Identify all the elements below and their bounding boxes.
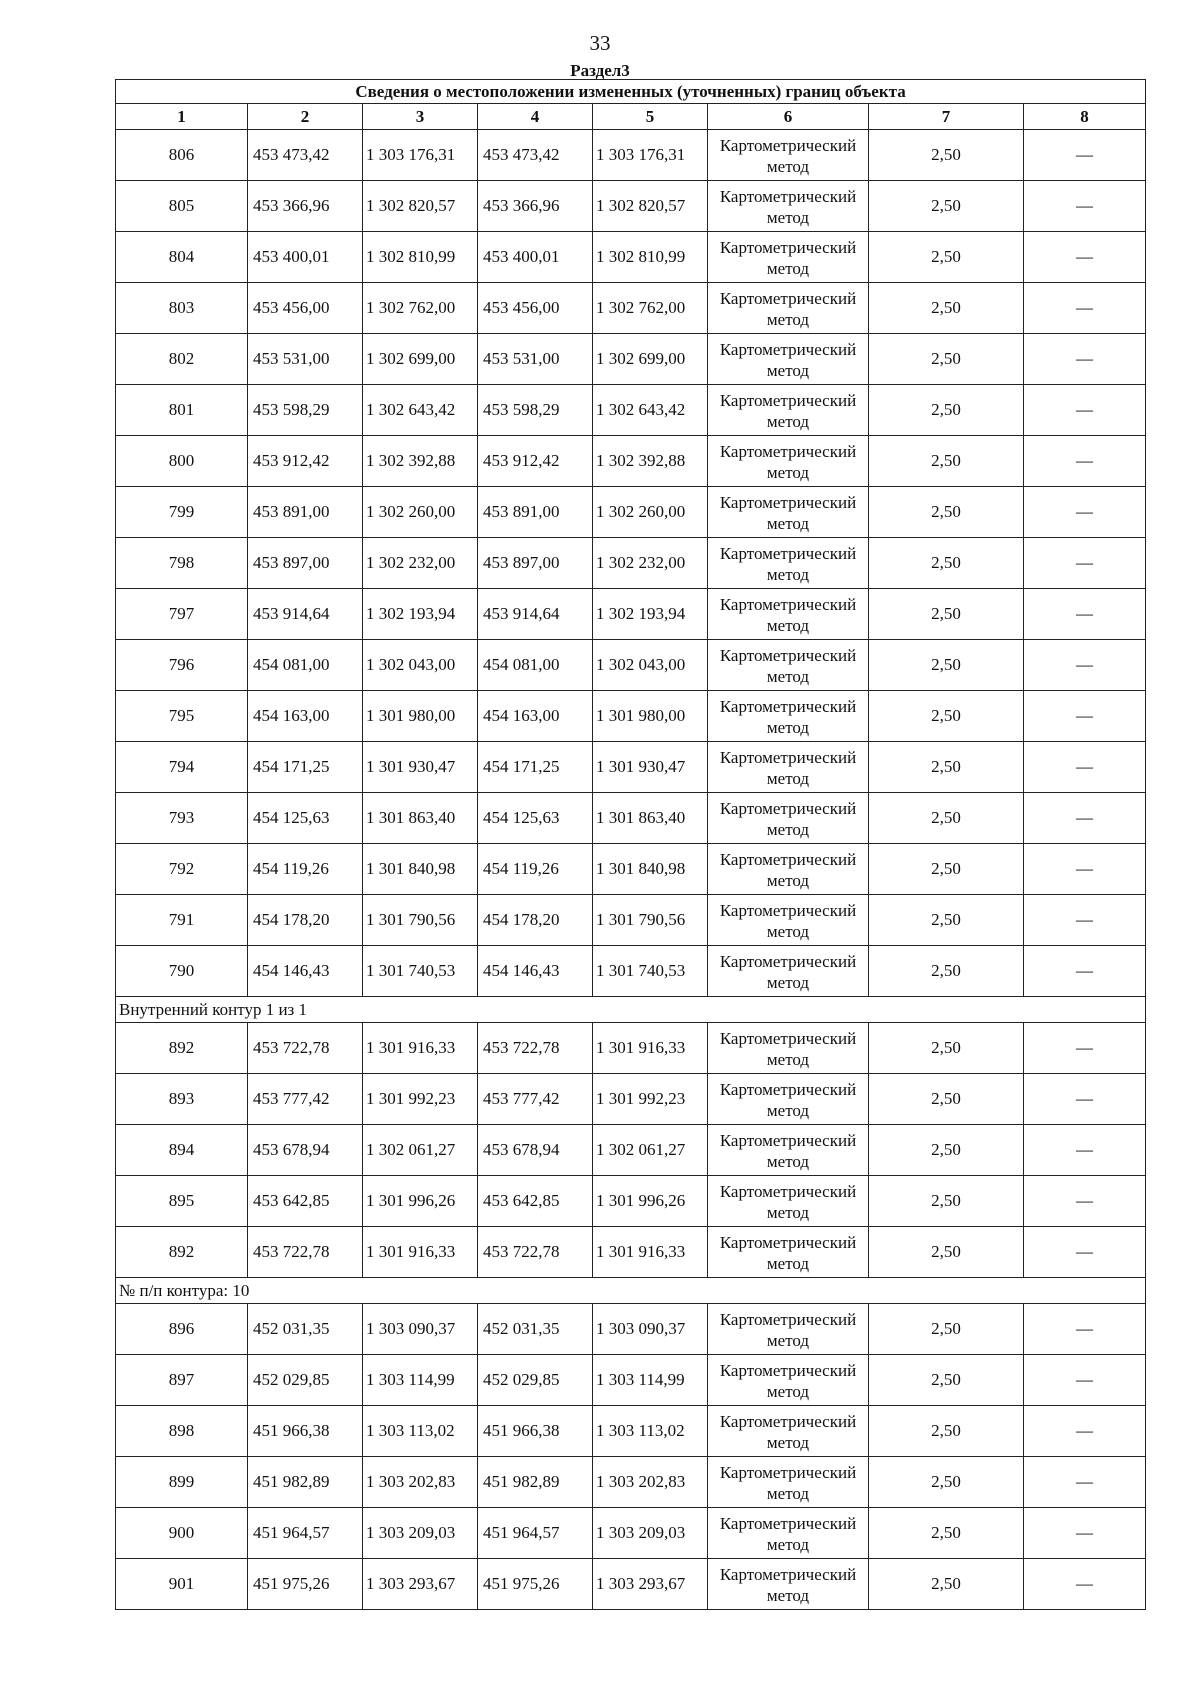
coordinate-x-old-cell: 454 171,25 xyxy=(248,742,363,793)
note-cell: — xyxy=(1024,487,1146,538)
table-row xyxy=(116,538,1146,589)
accuracy-cell: 2,50 xyxy=(869,1406,1024,1457)
point-number-cell: 792 xyxy=(116,844,248,895)
column-header: 1 xyxy=(116,104,248,130)
method-cell: Картометрический метод xyxy=(708,1125,869,1176)
point-number-cell: 804 xyxy=(116,232,248,283)
coordinate-x-new-cell: 451 982,89 xyxy=(478,1457,593,1508)
coordinate-y-old-cell: 1 302 762,00 xyxy=(363,283,478,334)
coordinate-x-old-cell: 454 163,00 xyxy=(248,691,363,742)
coordinate-y-old-cell: 1 301 980,00 xyxy=(363,691,478,742)
table-caption-row xyxy=(116,80,1146,104)
coordinate-x-old-cell: 453 598,29 xyxy=(248,385,363,436)
coordinate-y-old-cell: 1 301 996,26 xyxy=(363,1176,478,1227)
method-cell: Картометрический метод xyxy=(708,334,869,385)
method-cell: Картометрический метод xyxy=(708,1508,869,1559)
coordinate-x-old-cell: 453 897,00 xyxy=(248,538,363,589)
note-cell: — xyxy=(1024,538,1146,589)
table-row xyxy=(116,232,1146,283)
coordinate-y-old-cell: 1 303 209,03 xyxy=(363,1508,478,1559)
point-number-cell: 895 xyxy=(116,1176,248,1227)
table-row xyxy=(116,793,1146,844)
coordinate-x-old-cell: 453 456,00 xyxy=(248,283,363,334)
coordinate-x-old-cell: 451 975,26 xyxy=(248,1559,363,1610)
coordinate-y-new-cell: 1 301 840,98 xyxy=(593,844,708,895)
coordinate-y-old-cell: 1 303 176,31 xyxy=(363,130,478,181)
coordinate-y-new-cell: 1 301 980,00 xyxy=(593,691,708,742)
coordinate-y-new-cell: 1 302 260,00 xyxy=(593,487,708,538)
coordinate-x-old-cell: 454 146,43 xyxy=(248,946,363,997)
note-cell: — xyxy=(1024,793,1146,844)
coordinate-x-new-cell: 454 146,43 xyxy=(478,946,593,997)
table-row xyxy=(116,640,1146,691)
coordinate-y-old-cell: 1 301 863,40 xyxy=(363,793,478,844)
coordinate-x-old-cell: 453 722,78 xyxy=(248,1227,363,1278)
point-number-cell: 898 xyxy=(116,1406,248,1457)
point-number-cell: 794 xyxy=(116,742,248,793)
coordinate-x-old-cell: 453 678,94 xyxy=(248,1125,363,1176)
coordinate-x-new-cell: 453 456,00 xyxy=(478,283,593,334)
table-row xyxy=(116,1227,1146,1278)
method-cell: Картометрический метод xyxy=(708,1457,869,1508)
accuracy-cell: 2,50 xyxy=(869,1508,1024,1559)
note-cell: — xyxy=(1024,742,1146,793)
coordinate-x-old-cell: 453 400,01 xyxy=(248,232,363,283)
column-header: 7 xyxy=(869,104,1024,130)
accuracy-cell: 2,50 xyxy=(869,283,1024,334)
coordinate-y-new-cell: 1 302 810,99 xyxy=(593,232,708,283)
table-row xyxy=(116,487,1146,538)
coordinate-x-new-cell: 454 081,00 xyxy=(478,640,593,691)
method-cell: Картометрический метод xyxy=(708,1559,869,1610)
coordinate-x-new-cell: 453 912,42 xyxy=(478,436,593,487)
accuracy-cell: 2,50 xyxy=(869,232,1024,283)
coordinate-y-new-cell: 1 303 209,03 xyxy=(593,1508,708,1559)
coordinate-x-new-cell: 454 119,26 xyxy=(478,844,593,895)
coordinate-y-old-cell: 1 301 992,23 xyxy=(363,1074,478,1125)
accuracy-cell: 2,50 xyxy=(869,1559,1024,1610)
point-number-cell: 800 xyxy=(116,436,248,487)
note-cell: — xyxy=(1024,1023,1146,1074)
point-number-cell: 793 xyxy=(116,793,248,844)
table-row xyxy=(116,844,1146,895)
table-caption: Сведения о местоположении измененных (уточненных) границ объекта xyxy=(116,80,1146,104)
point-number-cell: 894 xyxy=(116,1125,248,1176)
point-number-cell: 790 xyxy=(116,946,248,997)
accuracy-cell: 2,50 xyxy=(869,487,1024,538)
coordinate-y-old-cell: 1 301 740,53 xyxy=(363,946,478,997)
coordinate-x-new-cell: 453 678,94 xyxy=(478,1125,593,1176)
note-cell: — xyxy=(1024,691,1146,742)
coordinate-x-new-cell: 453 897,00 xyxy=(478,538,593,589)
note-cell: — xyxy=(1024,1457,1146,1508)
method-cell: Картометрический метод xyxy=(708,742,869,793)
coordinate-x-old-cell: 453 642,85 xyxy=(248,1176,363,1227)
coordinate-x-old-cell: 453 914,64 xyxy=(248,589,363,640)
coordinate-y-old-cell: 1 301 930,47 xyxy=(363,742,478,793)
coordinate-y-new-cell: 1 302 699,00 xyxy=(593,334,708,385)
point-number-cell: 897 xyxy=(116,1355,248,1406)
coordinate-y-new-cell: 1 302 392,88 xyxy=(593,436,708,487)
coordinate-y-old-cell: 1 302 193,94 xyxy=(363,589,478,640)
point-number-cell: 799 xyxy=(116,487,248,538)
note-cell: — xyxy=(1024,1176,1146,1227)
accuracy-cell: 2,50 xyxy=(869,691,1024,742)
accuracy-cell: 2,50 xyxy=(869,1023,1024,1074)
table-body xyxy=(116,130,1146,1610)
method-cell: Картометрический метод xyxy=(708,1304,869,1355)
column-header: 5 xyxy=(593,104,708,130)
coordinate-y-new-cell: 1 303 113,02 xyxy=(593,1406,708,1457)
method-cell: Картометрический метод xyxy=(708,1023,869,1074)
contour-group-row xyxy=(116,1278,1146,1304)
accuracy-cell: 2,50 xyxy=(869,385,1024,436)
table-row xyxy=(116,946,1146,997)
coordinate-y-new-cell: 1 301 863,40 xyxy=(593,793,708,844)
boundary-coordinates-table xyxy=(115,79,1146,1610)
coordinate-y-new-cell: 1 303 293,67 xyxy=(593,1559,708,1610)
point-number-cell: 796 xyxy=(116,640,248,691)
coordinate-x-new-cell: 453 777,42 xyxy=(478,1074,593,1125)
coordinate-x-old-cell: 452 029,85 xyxy=(248,1355,363,1406)
coordinate-x-old-cell: 454 081,00 xyxy=(248,640,363,691)
table-row xyxy=(116,1355,1146,1406)
point-number-cell: 805 xyxy=(116,181,248,232)
coordinate-x-old-cell: 453 891,00 xyxy=(248,487,363,538)
coordinate-y-new-cell: 1 301 916,33 xyxy=(593,1023,708,1074)
note-cell: — xyxy=(1024,181,1146,232)
accuracy-cell: 2,50 xyxy=(869,1074,1024,1125)
coordinate-y-old-cell: 1 301 916,33 xyxy=(363,1023,478,1074)
coordinate-y-old-cell: 1 302 810,99 xyxy=(363,232,478,283)
method-cell: Картометрический метод xyxy=(708,640,869,691)
table-row xyxy=(116,283,1146,334)
note-cell: — xyxy=(1024,1227,1146,1278)
accuracy-cell: 2,50 xyxy=(869,1125,1024,1176)
coordinate-x-new-cell: 453 473,42 xyxy=(478,130,593,181)
coordinate-x-new-cell: 452 031,35 xyxy=(478,1304,593,1355)
method-cell: Картометрический метод xyxy=(708,946,869,997)
coordinate-y-old-cell: 1 301 916,33 xyxy=(363,1227,478,1278)
coordinate-x-new-cell: 454 163,00 xyxy=(478,691,593,742)
accuracy-cell: 2,50 xyxy=(869,895,1024,946)
coordinate-y-new-cell: 1 301 740,53 xyxy=(593,946,708,997)
coordinate-y-new-cell: 1 302 762,00 xyxy=(593,283,708,334)
table-row xyxy=(116,742,1146,793)
note-cell: — xyxy=(1024,232,1146,283)
method-cell: Картометрический метод xyxy=(708,436,869,487)
coordinate-y-old-cell: 1 302 260,00 xyxy=(363,487,478,538)
coordinate-y-new-cell: 1 303 176,31 xyxy=(593,130,708,181)
table-row xyxy=(116,1304,1146,1355)
method-cell: Картометрический метод xyxy=(708,232,869,283)
accuracy-cell: 2,50 xyxy=(869,1176,1024,1227)
table-row xyxy=(116,691,1146,742)
coordinate-x-new-cell: 453 598,29 xyxy=(478,385,593,436)
coordinate-y-new-cell: 1 302 232,00 xyxy=(593,538,708,589)
contour-group-label: № п/п контура: 10 xyxy=(116,1278,1146,1304)
note-cell: — xyxy=(1024,589,1146,640)
method-cell: Картометрический метод xyxy=(708,895,869,946)
point-number-cell: 795 xyxy=(116,691,248,742)
method-cell: Картометрический метод xyxy=(708,385,869,436)
coordinate-y-old-cell: 1 301 840,98 xyxy=(363,844,478,895)
note-cell: — xyxy=(1024,1125,1146,1176)
coordinate-y-new-cell: 1 302 043,00 xyxy=(593,640,708,691)
note-cell: — xyxy=(1024,1559,1146,1610)
accuracy-cell: 2,50 xyxy=(869,640,1024,691)
coordinate-x-new-cell: 451 964,57 xyxy=(478,1508,593,1559)
note-cell: — xyxy=(1024,283,1146,334)
method-cell: Картометрический метод xyxy=(708,589,869,640)
note-cell: — xyxy=(1024,334,1146,385)
point-number-cell: 899 xyxy=(116,1457,248,1508)
coordinate-x-new-cell: 453 914,64 xyxy=(478,589,593,640)
method-cell: Картометрический метод xyxy=(708,1227,869,1278)
accuracy-cell: 2,50 xyxy=(869,538,1024,589)
method-cell: Картометрический метод xyxy=(708,538,869,589)
point-number-cell: 900 xyxy=(116,1508,248,1559)
coordinate-x-new-cell: 453 400,01 xyxy=(478,232,593,283)
coordinate-x-new-cell: 454 125,63 xyxy=(478,793,593,844)
coordinate-y-new-cell: 1 302 061,27 xyxy=(593,1125,708,1176)
point-number-cell: 893 xyxy=(116,1074,248,1125)
coordinate-y-old-cell: 1 303 114,99 xyxy=(363,1355,478,1406)
point-number-cell: 803 xyxy=(116,283,248,334)
coordinate-y-new-cell: 1 302 193,94 xyxy=(593,589,708,640)
table-row xyxy=(116,1125,1146,1176)
table-row xyxy=(116,436,1146,487)
method-cell: Картометрический метод xyxy=(708,691,869,742)
coordinate-y-new-cell: 1 302 643,42 xyxy=(593,385,708,436)
table-row xyxy=(116,1406,1146,1457)
point-number-cell: 801 xyxy=(116,385,248,436)
note-cell: — xyxy=(1024,436,1146,487)
note-cell: — xyxy=(1024,1406,1146,1457)
accuracy-cell: 2,50 xyxy=(869,589,1024,640)
table-row xyxy=(116,1559,1146,1610)
coordinate-x-old-cell: 451 966,38 xyxy=(248,1406,363,1457)
coordinate-x-old-cell: 451 964,57 xyxy=(248,1508,363,1559)
table-row xyxy=(116,181,1146,232)
table-row xyxy=(116,589,1146,640)
coordinate-x-new-cell: 453 722,78 xyxy=(478,1023,593,1074)
table-row xyxy=(116,1176,1146,1227)
page-number: 33 xyxy=(589,31,611,55)
point-number-cell: 791 xyxy=(116,895,248,946)
coordinate-x-new-cell: 451 975,26 xyxy=(478,1559,593,1610)
table-row xyxy=(116,1023,1146,1074)
coordinate-x-old-cell: 453 722,78 xyxy=(248,1023,363,1074)
column-header: 8 xyxy=(1024,104,1146,130)
section-label: Раздел3 xyxy=(570,61,630,80)
coordinate-x-old-cell: 454 178,20 xyxy=(248,895,363,946)
coordinate-x-new-cell: 453 366,96 xyxy=(478,181,593,232)
coordinate-y-old-cell: 1 303 090,37 xyxy=(363,1304,478,1355)
accuracy-cell: 2,50 xyxy=(869,1355,1024,1406)
note-cell: — xyxy=(1024,844,1146,895)
table-row xyxy=(116,895,1146,946)
coordinate-y-old-cell: 1 302 232,00 xyxy=(363,538,478,589)
accuracy-cell: 2,50 xyxy=(869,742,1024,793)
coordinate-x-old-cell: 453 366,96 xyxy=(248,181,363,232)
coordinate-y-old-cell: 1 301 790,56 xyxy=(363,895,478,946)
column-header: 6 xyxy=(708,104,869,130)
accuracy-cell: 2,50 xyxy=(869,1227,1024,1278)
accuracy-cell: 2,50 xyxy=(869,844,1024,895)
coordinate-x-old-cell: 454 119,26 xyxy=(248,844,363,895)
note-cell: — xyxy=(1024,946,1146,997)
accuracy-cell: 2,50 xyxy=(869,334,1024,385)
coordinate-x-new-cell: 451 966,38 xyxy=(478,1406,593,1457)
point-number-cell: 896 xyxy=(116,1304,248,1355)
note-cell: — xyxy=(1024,1074,1146,1125)
coordinate-x-old-cell: 453 912,42 xyxy=(248,436,363,487)
accuracy-cell: 2,50 xyxy=(869,946,1024,997)
coordinate-y-old-cell: 1 302 643,42 xyxy=(363,385,478,436)
coordinate-y-new-cell: 1 303 114,99 xyxy=(593,1355,708,1406)
coordinate-x-new-cell: 453 891,00 xyxy=(478,487,593,538)
coordinate-x-old-cell: 453 777,42 xyxy=(248,1074,363,1125)
method-cell: Картометрический метод xyxy=(708,283,869,334)
table-row xyxy=(116,385,1146,436)
coordinate-x-new-cell: 453 722,78 xyxy=(478,1227,593,1278)
coordinate-x-new-cell: 454 178,20 xyxy=(478,895,593,946)
accuracy-cell: 2,50 xyxy=(869,181,1024,232)
note-cell: — xyxy=(1024,1355,1146,1406)
table-row xyxy=(116,1074,1146,1125)
coordinate-x-old-cell: 453 531,00 xyxy=(248,334,363,385)
coordinate-y-new-cell: 1 303 202,83 xyxy=(593,1457,708,1508)
coordinate-y-new-cell: 1 303 090,37 xyxy=(593,1304,708,1355)
coordinate-x-new-cell: 453 531,00 xyxy=(478,334,593,385)
coordinate-x-old-cell: 453 473,42 xyxy=(248,130,363,181)
method-cell: Картометрический метод xyxy=(708,1074,869,1125)
coordinate-y-new-cell: 1 301 996,26 xyxy=(593,1176,708,1227)
point-number-cell: 901 xyxy=(116,1559,248,1610)
note-cell: — xyxy=(1024,1304,1146,1355)
point-number-cell: 892 xyxy=(116,1227,248,1278)
coordinate-y-new-cell: 1 301 790,56 xyxy=(593,895,708,946)
method-cell: Картометрический метод xyxy=(708,181,869,232)
table-row xyxy=(116,1508,1146,1559)
method-cell: Картометрический метод xyxy=(708,844,869,895)
accuracy-cell: 2,50 xyxy=(869,130,1024,181)
coordinate-y-old-cell: 1 302 820,57 xyxy=(363,181,478,232)
method-cell: Картометрический метод xyxy=(708,130,869,181)
note-cell: — xyxy=(1024,640,1146,691)
coordinate-y-new-cell: 1 302 820,57 xyxy=(593,181,708,232)
accuracy-cell: 2,50 xyxy=(869,793,1024,844)
coordinate-y-new-cell: 1 301 992,23 xyxy=(593,1074,708,1125)
coordinate-y-old-cell: 1 302 392,88 xyxy=(363,436,478,487)
method-cell: Картометрический метод xyxy=(708,1355,869,1406)
column-header: 4 xyxy=(478,104,593,130)
column-header: 3 xyxy=(363,104,478,130)
point-number-cell: 806 xyxy=(116,130,248,181)
coordinate-x-old-cell: 452 031,35 xyxy=(248,1304,363,1355)
point-number-cell: 797 xyxy=(116,589,248,640)
column-header-row xyxy=(116,104,1146,130)
table-row xyxy=(116,334,1146,385)
coordinate-y-old-cell: 1 302 699,00 xyxy=(363,334,478,385)
accuracy-cell: 2,50 xyxy=(869,1457,1024,1508)
method-cell: Картометрический метод xyxy=(708,1176,869,1227)
column-header: 2 xyxy=(248,104,363,130)
note-cell: — xyxy=(1024,385,1146,436)
coordinate-y-new-cell: 1 301 930,47 xyxy=(593,742,708,793)
coordinate-y-old-cell: 1 303 293,67 xyxy=(363,1559,478,1610)
method-cell: Картометрический метод xyxy=(708,1406,869,1457)
coordinate-x-new-cell: 453 642,85 xyxy=(478,1176,593,1227)
method-cell: Картометрический метод xyxy=(708,793,869,844)
coordinate-y-old-cell: 1 302 043,00 xyxy=(363,640,478,691)
coordinate-y-old-cell: 1 303 113,02 xyxy=(363,1406,478,1457)
coordinate-y-old-cell: 1 302 061,27 xyxy=(363,1125,478,1176)
table-row xyxy=(116,130,1146,181)
coordinate-x-new-cell: 454 171,25 xyxy=(478,742,593,793)
method-cell: Картометрический метод xyxy=(708,487,869,538)
note-cell: — xyxy=(1024,895,1146,946)
point-number-cell: 798 xyxy=(116,538,248,589)
point-number-cell: 802 xyxy=(116,334,248,385)
coordinate-y-new-cell: 1 301 916,33 xyxy=(593,1227,708,1278)
coordinate-x-old-cell: 451 982,89 xyxy=(248,1457,363,1508)
coordinate-x-old-cell: 454 125,63 xyxy=(248,793,363,844)
note-cell: — xyxy=(1024,130,1146,181)
accuracy-cell: 2,50 xyxy=(869,1304,1024,1355)
contour-group-row xyxy=(116,997,1146,1023)
accuracy-cell: 2,50 xyxy=(869,436,1024,487)
coordinate-y-old-cell: 1 303 202,83 xyxy=(363,1457,478,1508)
point-number-cell: 892 xyxy=(116,1023,248,1074)
coordinate-x-new-cell: 452 029,85 xyxy=(478,1355,593,1406)
note-cell: — xyxy=(1024,1508,1146,1559)
contour-group-label: Внутренний контур 1 из 1 xyxy=(116,997,1146,1023)
table-row xyxy=(116,1457,1146,1508)
